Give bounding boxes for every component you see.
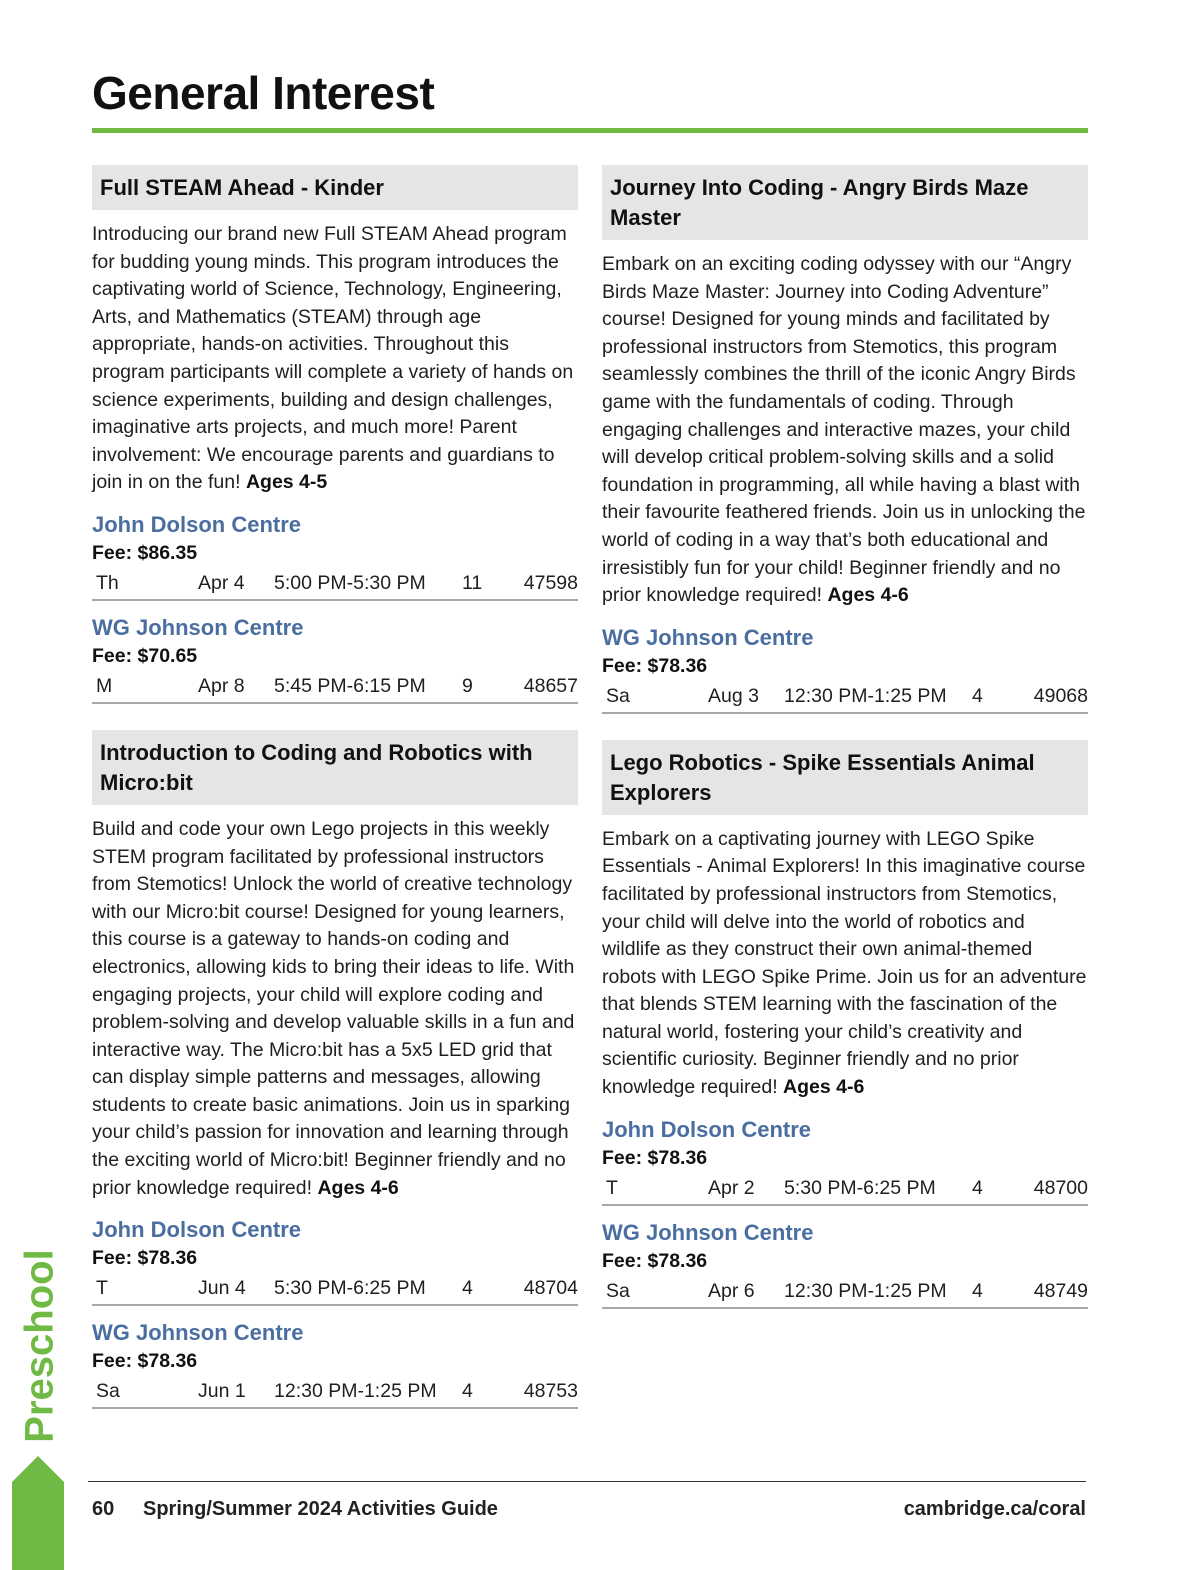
schedule-row	[602, 680, 1088, 714]
schedule-sessions: 4	[972, 1279, 983, 1302]
schedule-time: 12:30 PM-1:25 PM	[784, 684, 947, 707]
location-block	[602, 1116, 1088, 1206]
program-microbit	[92, 730, 578, 1409]
schedule-sessions: 4	[972, 684, 983, 707]
location-block	[602, 624, 1088, 714]
schedule-barcode: 47598	[523, 571, 578, 594]
location-fee: Fee: $70.65	[92, 644, 198, 667]
program-ages: Ages 4-6	[783, 1076, 865, 1099]
schedule-time: 12:30 PM-1:25 PM	[784, 1279, 947, 1302]
schedule-time: 5:30 PM-6:25 PM	[274, 1277, 426, 1300]
program-ages: Ages 4-5	[245, 471, 328, 494]
schedule-row	[92, 1272, 578, 1306]
schedule-sessions: 11	[462, 571, 483, 594]
title-divider	[92, 128, 1088, 133]
schedule-barcode: 48749	[1033, 1279, 1088, 1302]
location-name: WG Johnson Centre	[92, 614, 304, 640]
footer-guide-title: Spring/Summer 2024 Activities Guide	[143, 1498, 498, 1520]
location-block	[92, 1216, 578, 1306]
schedule-time: 5:00 PM-5:30 PM	[274, 571, 426, 594]
location-fee: Fee: $78.36	[602, 1249, 708, 1272]
location-block	[92, 511, 578, 601]
schedule-row	[92, 670, 578, 704]
location-name: WG Johnson Centre	[602, 1219, 814, 1245]
program-description: Embark on a captivating journey with LEGO Spike Essentials - Animal Explorers! In this imaginative course facilitated by professional instructors from Stemotics, your child will delve into the world of robotics and wildlife as they construct their own animal-themed robots with LEGO Spike Prime. Join us for an adventure that blends STEM learning with the fascination of the natural world, fostering your child’s creativity and scientific curiosity. Beginner friendly and no prior knowledge required! Ages 4-6	[602, 827, 1087, 1099]
location-fee: Fee: $78.36	[92, 1247, 198, 1270]
program-description: Embark on an exciting coding odyssey with our “Angry Birds Maze Master: Journey into Coding Adventure” course! Designed for young minds and facilitated by professional instructors from Stemotics, this program seamlessly combines the thrill of the iconic Angry Birds game with the fundamentals of coding. Through engaging challenges and interactive mazes, your child will develop critical problem-solving skills and a solid foundation in programming, all while having a blast with their favourite feathered friends. Join us in unlocking the world of coding in a way that’s both educational and irresistibly fun for your child! Beginner friendly and no prior knowledge required! Ages 4-6	[602, 253, 1086, 607]
program-full-steam-ahead	[92, 165, 578, 704]
location-block	[92, 614, 578, 704]
schedule-sessions: 9	[462, 674, 473, 697]
program-lego-robotics	[602, 740, 1088, 1309]
footer-divider	[88, 1481, 1086, 1482]
schedule-barcode: 48704	[523, 1277, 578, 1300]
schedule-day: Sa	[96, 1380, 120, 1403]
location-fee: Fee: $86.35	[92, 541, 198, 564]
footer-page-number: 60	[92, 1498, 115, 1520]
schedule-row	[92, 567, 578, 601]
location-block	[602, 1219, 1088, 1309]
location-block	[92, 1319, 578, 1409]
location-name: WG Johnson Centre	[92, 1320, 304, 1346]
location-name: John Dolson Centre	[92, 511, 302, 537]
schedule-time: 5:45 PM-6:15 PM	[274, 674, 426, 697]
schedule-time: 5:30 PM-6:25 PM	[784, 1176, 936, 1199]
program-title: Introduction to Coding and Robotics with Micro:bit	[92, 730, 578, 805]
schedule-barcode: 48700	[1033, 1176, 1088, 1199]
schedule-date: Apr 8	[198, 674, 245, 697]
page-title: General Interest	[92, 67, 435, 119]
left-column	[92, 165, 578, 1435]
schedule-barcode: 49068	[1033, 684, 1088, 707]
footer-website: cambridge.ca/coral	[903, 1498, 1086, 1520]
program-angry-birds-coding	[602, 165, 1088, 714]
schedule-date: Apr 6	[708, 1279, 755, 1302]
program-description: Build and code your own Lego projects in this weekly STEM program facilitated by professional instructors from Stemotics! Unlock the world of creative technology with our Micro:bit course! Designed for young learners, this course is a gateway to hands-on coding and electronics, allowing kids to bring their ideas to life. With engaging projects, your child will explore coding and problem-solving and develop valuable skills in a fun and interactive way. The Micro:bit has a 5x5 LED grid that can display simple patterns and messages, allowing students to create basic animations. Join us in sparking your child’s passion for innovation and learning through the exciting world of Micro:bit! Beginner friendly and no prior knowledge required! Ages 4-6	[92, 817, 575, 1199]
schedule-day: Th	[96, 571, 119, 594]
location-fee: Fee: $78.36	[602, 1146, 708, 1169]
schedule-barcode: 48657	[523, 674, 578, 697]
schedule-row	[602, 1275, 1088, 1309]
schedule-day: T	[606, 1176, 618, 1199]
schedule-barcode: 48753	[523, 1380, 578, 1403]
program-ages: Ages 4-6	[827, 584, 909, 607]
schedule-day: T	[96, 1277, 108, 1300]
schedule-row	[92, 1375, 578, 1409]
location-name: John Dolson Centre	[602, 1116, 812, 1142]
schedule-date: Apr 4	[198, 571, 245, 594]
schedule-sessions: 4	[972, 1176, 983, 1199]
location-fee: Fee: $78.36	[92, 1350, 198, 1373]
schedule-sessions: 4	[462, 1380, 473, 1403]
program-ages: Ages 4-6	[317, 1176, 399, 1199]
location-fee: Fee: $78.36	[602, 654, 708, 677]
schedule-date: Aug 3	[708, 684, 759, 707]
location-name: WG Johnson Centre	[602, 624, 814, 650]
schedule-time: 12:30 PM-1:25 PM	[274, 1380, 437, 1403]
section-tab-marker	[12, 1456, 64, 1570]
schedule-row	[602, 1172, 1088, 1206]
program-title: Journey Into Coding - Angry Birds Maze Master	[602, 165, 1088, 240]
schedule-date: Apr 2	[708, 1176, 755, 1199]
program-description: Introducing our brand new Full STEAM Ahead program for budding young minds. This program introduces the captivating world of Science, Technology, Engineering, Arts, and Mathematics (STEAM) through age appropriate, hands-on activities. Throughout this program participants will complete a variety of hands on science experiments, building and design challenges, imaginative arts projects, and much more! Parent involvement: We encourage parents and guardians to join in on the fun! Ages 4-5	[92, 223, 574, 494]
section-side-label: Preschool	[17, 1249, 62, 1443]
program-title: Lego Robotics - Spike Essentials Animal Explorers	[602, 740, 1088, 815]
schedule-date: Jun 1	[198, 1380, 246, 1403]
location-name: John Dolson Centre	[92, 1217, 302, 1243]
right-column	[602, 165, 1088, 1335]
program-title: Full STEAM Ahead - Kinder	[92, 165, 578, 210]
schedule-sessions: 4	[462, 1277, 473, 1300]
schedule-date: Jun 4	[198, 1277, 246, 1300]
schedule-day: M	[96, 674, 113, 697]
schedule-day: Sa	[606, 1279, 630, 1302]
schedule-day: Sa	[606, 684, 630, 707]
